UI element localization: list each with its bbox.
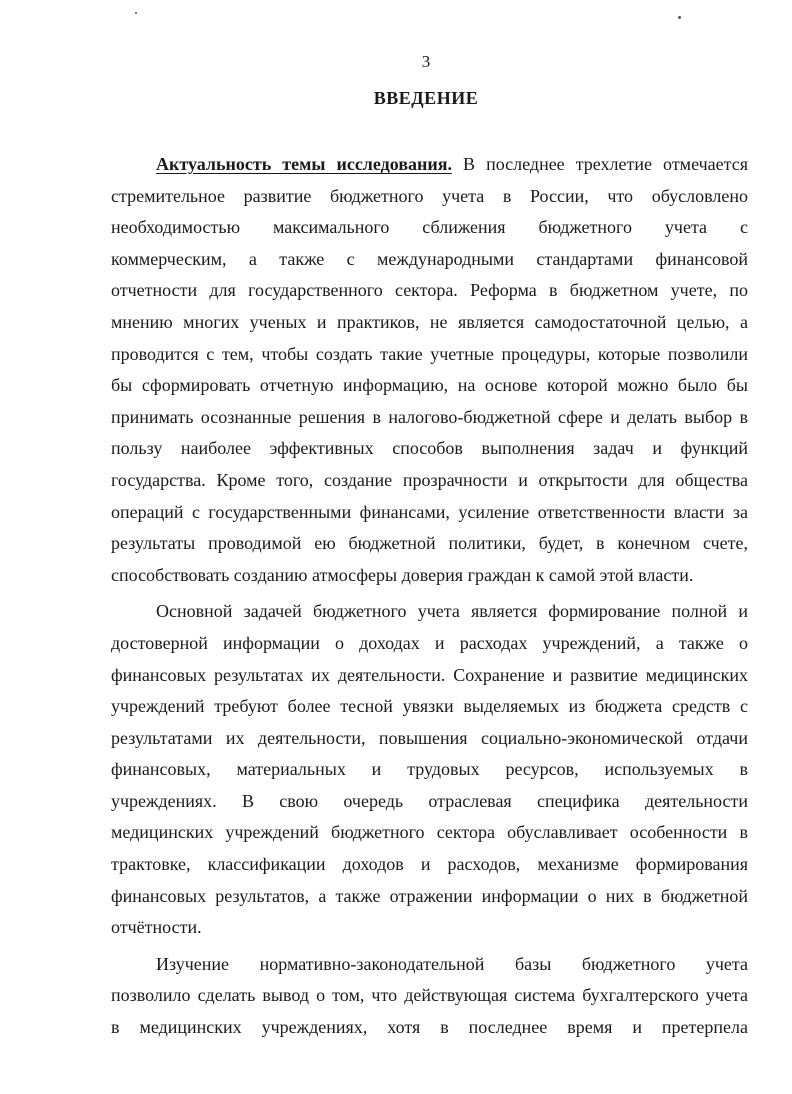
paragraph-1 xyxy=(111,149,748,591)
page-title: ВВЕДЕНИЕ xyxy=(373,88,479,108)
scan-speck xyxy=(135,12,137,14)
text-line: Основной задачей бюджетного учета является формирование полной и xyxy=(156,601,748,622)
text-line: принимать осознанные решения в налогово-бюджетной сфере и делать выбор в xyxy=(111,406,748,427)
text-line: медицинских учреждений бюджетного сектора обуславливает особенности в xyxy=(111,822,748,843)
paragraph-2 xyxy=(111,596,748,944)
text-line: необходимостью максимального сближения бюджетного учета с xyxy=(111,217,748,238)
text-line: позволило сделать вывод о том, что действующая система бухгалтерского учета xyxy=(111,985,748,1006)
text-line: финансовых результатов, а также отражении информации о них в бюджетной xyxy=(111,885,748,906)
text-line: финансовых результатах их деятельности. Сохранение и развитие медицинских xyxy=(111,664,748,685)
text-line: результаты проводимой ею бюджетной политики, будет, в конечном счете, xyxy=(111,533,748,554)
text-line: финансовых, материальных и трудовых ресурсов, используемых в xyxy=(111,759,748,780)
text-line: результатами их деятельности, повышения социально-экономической отдачи xyxy=(111,727,748,748)
text-line: коммерческим, а также с международными стандартами финансовой xyxy=(111,248,748,269)
text-line: отчетности для государственного сектора. Реформа в бюджетном учете, по xyxy=(111,280,748,301)
paragraph-3 xyxy=(111,949,748,1044)
text-line: способствовать созданию атмосферы доверия граждан к самой этой власти. xyxy=(111,564,694,585)
lead-phrase: Актуальность темы исследования. xyxy=(156,154,453,174)
text-line: достоверной информации о доходах и расходах учреждений, а также о xyxy=(111,632,748,653)
text-line: трактовке, классификации доходов и расходов, механизме формирования xyxy=(111,854,748,875)
text-line: в медицинских учреждениях, хотя в последнее время и претерпела xyxy=(111,1017,748,1038)
text-line: стремительное развитие бюджетного учета в России, что обусловлено xyxy=(111,185,748,206)
text-line: проводится с тем, чтобы создать такие учетные процедуры, которые позволили xyxy=(111,343,748,364)
body-text xyxy=(111,149,748,1044)
text-line: государства. Кроме того, создание прозрачности и открытости для общества xyxy=(111,469,748,490)
text-line: учреждениях. В свою очередь отраслевая специфика деятельности xyxy=(111,790,748,811)
text-line: Изучение нормативно-законодательной базы бюджетного учета xyxy=(156,953,748,974)
text-line: учреждений требуют более тесной увязки выделяемых из бюджета средств с xyxy=(111,696,748,717)
text-line: операций с государственными финансами, усиление ответственности власти за xyxy=(111,501,748,522)
page-number: 3 xyxy=(421,52,431,71)
text-line xyxy=(111,149,748,181)
scan-speck xyxy=(678,16,681,19)
text-line-segment: В последнее трехлетие отмечается xyxy=(452,154,748,174)
text-line: пользу наиболее эффективных способов выполнения задач и функций xyxy=(111,438,748,459)
text-line: мнению многих ученых и практиков, не является самодостаточной целью, а xyxy=(111,311,748,332)
text-line: бы сформировать отчетную информацию, на основе которой можно было бы xyxy=(111,375,748,396)
text-line: отчётности. xyxy=(111,917,202,938)
